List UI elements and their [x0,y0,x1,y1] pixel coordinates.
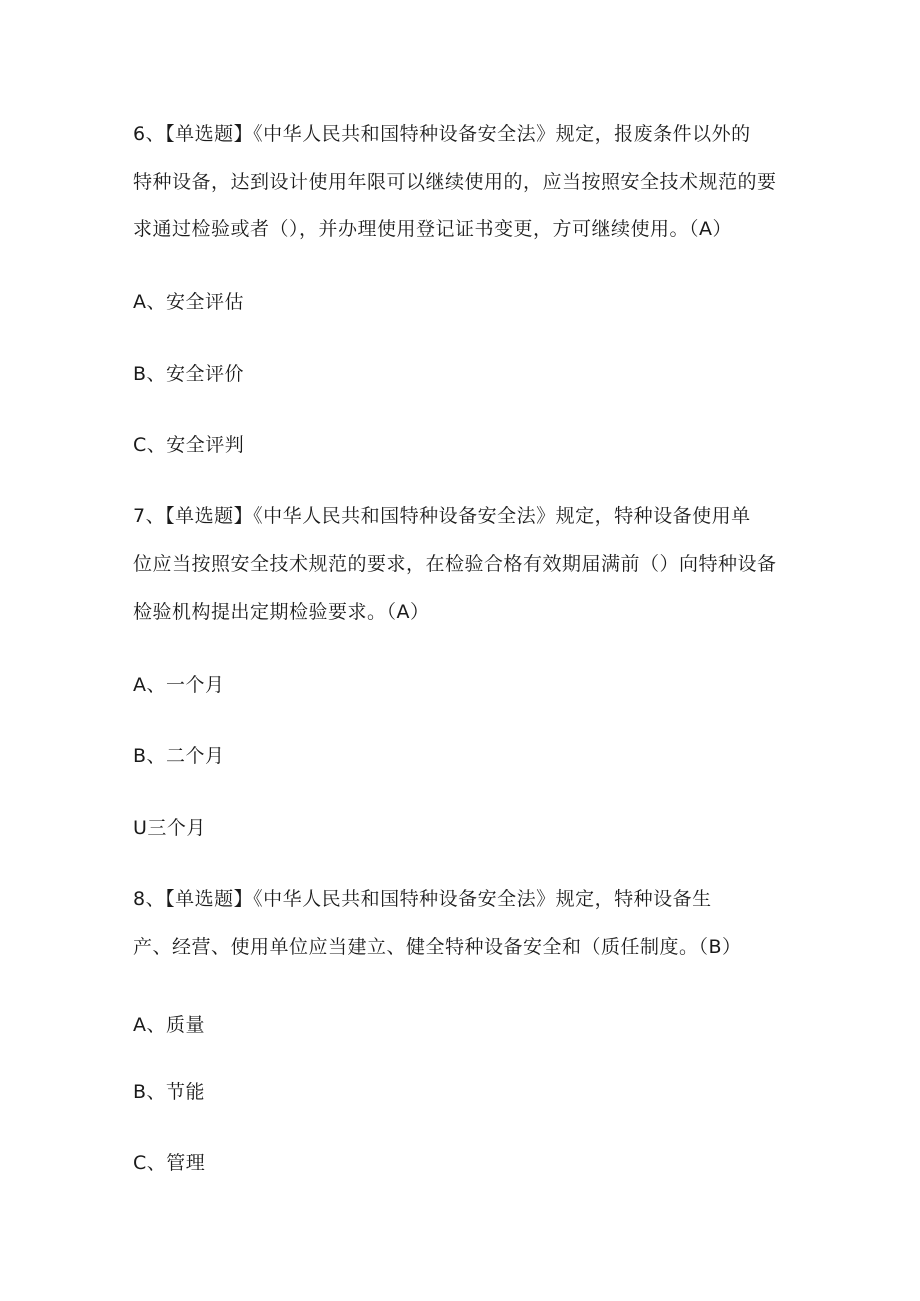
question-8-stem-line-2: 产、经营、使用单位应当建立、健全特种设备安全和（质任制度。（B） [133,936,742,958]
question-6-option-a: A、安全评估 [133,291,244,313]
question-8-stem-line-1: 8、【单选题】《中华人民共和国特种设备安全法》规定，特种设备生 [133,888,712,910]
question-7-stem-line-1: 7、【单选题】《中华人民共和国特种设备安全法》规定，特种设备使用单 [133,505,751,527]
question-7-stem-line-2: 位应当按照安全技术规范的要求，在检验合格有效期届满前（）向特种设备 [133,553,777,575]
question-8-option-c: C、管理 [133,1152,206,1174]
question-8-option-a: A、质量 [133,1014,205,1036]
question-6-option-b: B、安全评价 [133,363,245,385]
question-7-option-c: U三个月 [133,817,206,839]
question-7-option-b: B、二个月 [133,745,225,767]
question-7-option-a: A、一个月 [133,674,225,696]
question-8-option-b: B、节能 [133,1081,206,1103]
question-6-stem-line-2: 特种设备，达到设计使用年限可以继续使用的，应当按照安全技术规范的要 [133,171,777,193]
question-6-stem-line-1: 6、【单选题】《中华人民共和国特种设备安全法》规定，报废条件以外的 [133,123,751,145]
question-7-stem-line-3: 检验机构提出定期检验要求。（A） [133,601,430,623]
question-6-option-c: C、安全评判 [133,434,245,456]
question-6-stem-line-3: 求通过检验或者（），并办理使用登记证书变更，方可继续使用。（A） [133,218,732,240]
